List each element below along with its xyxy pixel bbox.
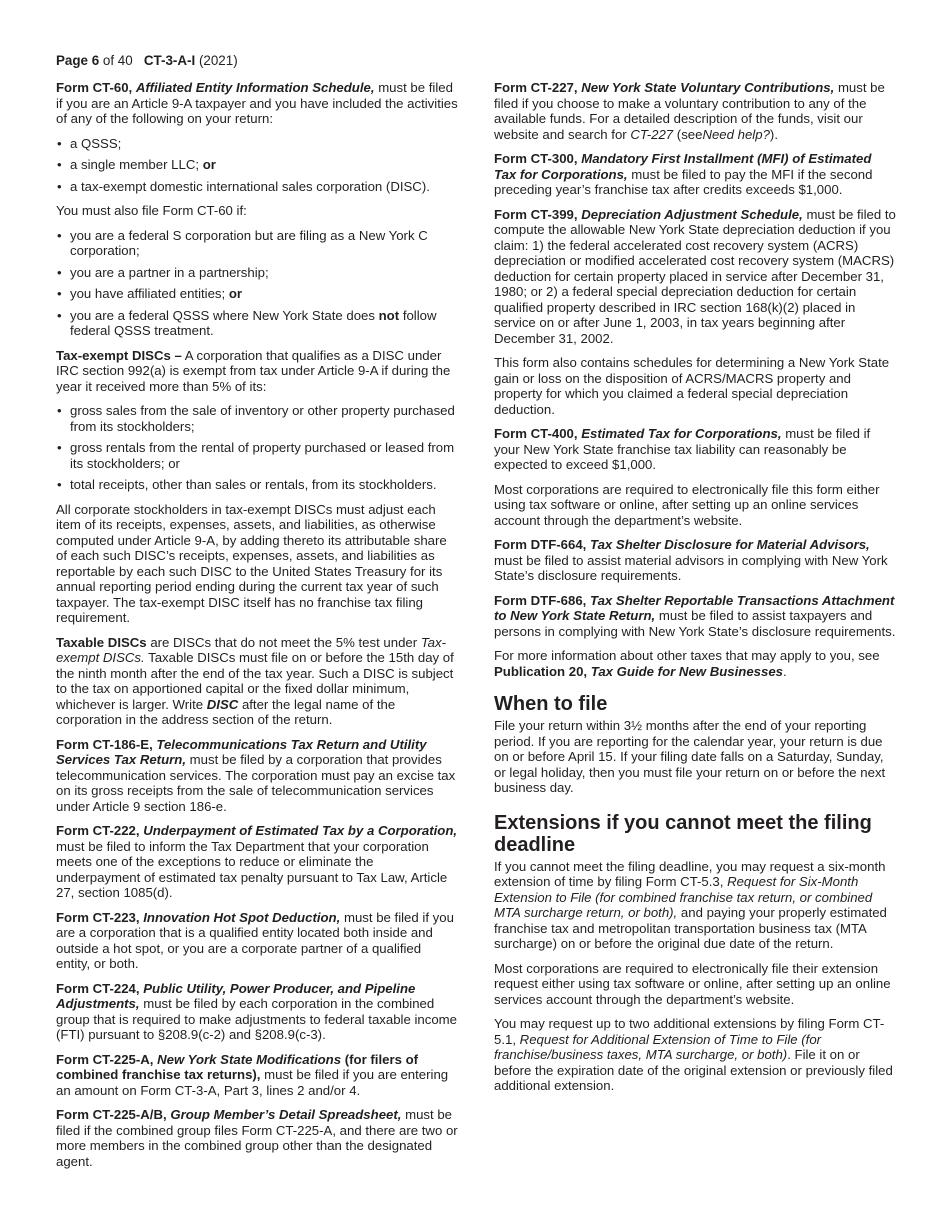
taxexempt-paragraph: Tax-exempt DISCs – A corporation that qualifies as a DISC under IRC section 992(a) is exempt from tax under Article 9-A if during the year it received more than 5% of its: — [56, 347, 451, 394]
when-to-file-heading: When to file — [494, 693, 608, 715]
ct60-list — [56, 136, 458, 195]
extension-request-paragraph: If you cannot meet the filing deadline, you may request a six-month extension of time by filing Form CT-5.3, Request for Six-Month Extension to File (for combined franchise tax return, or combined MTA surcharge return, or both), and paying your properly estimated franchise tax and metropolitan transportation business tax (MTA surcharge) on or before the original due date of the return. — [494, 858, 887, 951]
page-total: of 40 — [102, 53, 133, 68]
ct399-paragraph: Form CT-399, Depreciation Adjustment Schedule, must be filed to compute the allowable New York State depreciation deduction if you claim: 1) the federal accelerated cost recovery system (ACRS) depreciation or modified accelerated cost recovery system (MACRS) deduction for certain property placed in service after December 31, 1980; or 2) a federal special depreciation deduction for certain qualified property described in IRC section 168(k)(2) placed in service on or after June 1, 2003, in tax years beginning after December 31, 2002. — [494, 206, 896, 346]
list-item: • total receipts, other than sales or rentals, from its stockholders. — [56, 477, 458, 493]
list-item: • you have affiliated entities; or — [56, 286, 458, 302]
ct60-also-intro: You must also file Form CT-60 if: — [56, 203, 247, 218]
ct223-paragraph: Form CT-223, Innovation Hot Spot Deduction, must be filed if you are a corporation that is a qualified entity located both inside and outside a hot spot, or you are a corporate partner of a qualified entity, or both. — [56, 909, 454, 971]
right-column — [494, 80, 896, 1103]
form-year: (2021) — [198, 53, 238, 68]
taxable-paragraph: Taxable DISCs are DISCs that do not meet the 5% test under Tax-exempt DISCs. Taxable DISCs must file on or before the 15th day of the ninth month after the end of the tax year. Such a DISC is subject to the tax on apportioned capital or the fixed dollar minimum, whichever is larger. Write DISC after the legal name of the corporation in the address section of the return. — [56, 634, 454, 727]
ct225a-paragraph: Form CT-225-A, New York State Modifications (for filers of combined franchise tax returns), must be filed if you are entering an amount on Form CT-3-A, Part 3, lines 2 and/or 4. — [56, 1051, 449, 1098]
ct300-paragraph: Form CT-300, Mandatory First Installment (MFI) of Estimated Tax for Corporations, must be filed to pay the MFI if the second preceding year’s franchise tax after credits exceeds $1,000. — [494, 151, 873, 197]
ct225ab-paragraph: Form CT-225-A/B, Group Member’s Detail Spreadsheet, must be filed if the combined group files Form CT-225-A, and there are two or more members in the combined group other than the designated agent. — [56, 1107, 458, 1169]
ct224-paragraph: Form CT-224, Public Utility, Power Producer, and Pipeline Adjustments, must be filed by each corporation in the combined group that is required to make adjustments to federal taxable income (FTI) pursuant to §208.9(c-2) and §208.9(c-3). — [56, 980, 457, 1042]
list-item: • gross sales from the sale of inventory or other property purchased from its stockholders; — [56, 403, 458, 434]
page-number: Page 6 — [56, 53, 100, 68]
list-item: • gross rentals from the rental of property purchased or leased from its stockholders; or — [56, 440, 458, 471]
list-item: • a single member LLC; or — [56, 157, 458, 173]
ct227-paragraph: Form CT-227, New York State Voluntary Contributions, must be filed if you choose to make a voluntary contribution to any of the available funds. For a detailed description of the funds, visit our website and search for CT-227 (seeNeed help?). — [494, 80, 885, 142]
list-item: • you are a federal S corporation but are filing as a New York C corporation; — [56, 228, 458, 259]
dtf664-paragraph: Form DTF-664, Tax Shelter Disclosure for Material Advisors, must be filed to assist material advisors in complying with New York State’s disclosure requirements. — [494, 537, 888, 583]
extensions-heading: Extensions if you cannot meet the filing deadline — [494, 811, 872, 856]
ct60-paragraph: Form CT-60, Affiliated Entity Information Schedule, must be filed if you are an Article 9-A taxpayer and you have included the activities of any of the following on your return: — [56, 80, 458, 126]
list-item: • you are a federal QSSS where New York State does not follow federal QSSS treatment. — [56, 308, 458, 339]
when-to-file-paragraph: File your return within 3½ months after the end of your reporting period. If you are reporting for the calendar year, your return is due on or before April 15. If your filing date falls on a Saturday, Sunday, or legal holiday, then you must file your return on or before the next business day. — [494, 718, 886, 795]
taxexempt-adjust-paragraph: All corporate stockholders in tax-exempt DISCs must adjust each item of its receipts, expenses, assets, and liabilities, as otherwise computed under Article 9-A, by adding thereto its attributable share of each such DISC’s receipts, expenses, assets, and liabilities as reportable by each such DISC to the United States Treasury for its annual reporting period ending during the current tax year of such taxpayer. The tax-exempt DISC itself has no franchise tax filing requirement. — [56, 501, 447, 625]
more-info-paragraph: For more information about other taxes that may apply to you, see Publication 20, Tax Guide for New Businesses. — [494, 648, 880, 679]
ct399-schedules-paragraph: This form also contains schedules for determining a New York State gain or loss on the disposition of ACRS/MACRS property and property for which you claimed a federal special depreciation deduction. — [494, 355, 890, 417]
ct60-also-list — [56, 228, 458, 339]
form-id: CT-3-A-I — [143, 53, 196, 68]
list-item: • you are a partner in a partnership; — [56, 265, 458, 281]
list-item: • a QSSS; — [56, 136, 458, 152]
extension-efile-paragraph: Most corporations are required to electronically file their extension request either using tax software or online, after setting up an online services account through the department’s website. — [494, 960, 891, 1007]
additional-extension-paragraph: You may request up to two additional extensions by filing Form CT-5.1, Request for Additional Extension of Time to File (for franchise/business taxes, MTA surcharge, or both). File it on or before the expiration date of the original extension or previously filed additional extension. — [494, 1016, 893, 1093]
page-header — [56, 53, 238, 69]
taxexempt-list — [56, 403, 458, 493]
list-item: • a tax-exempt domestic international sales corporation (DISC). — [56, 179, 458, 195]
ct400-paragraph: Form CT-400, Estimated Tax for Corporations, must be filed if your New York State franchise tax liability can reasonably be expected to exceed $1,000. — [494, 426, 871, 472]
ct222-paragraph: Form CT-222, Underpayment of Estimated Tax by a Corporation, must be filed to inform the Tax Department that your corporation meets one of the exceptions to reduce or eliminate the underpayment of estimated tax penalty pursuant to Tax Law, Article 27, section 1085(d). — [56, 823, 458, 900]
ct186e-paragraph: Form CT-186-E, Telecommunications Tax Return and Utility Services Tax Return, must be filed by a corporation that provides telecommunication services. The corporation must pay an excise tax on its gross receipts from the sale of telecommunication services under Article 9 section 186-e. — [56, 736, 456, 814]
ct400-efile-paragraph: Most corporations are required to electronically file this form either using tax software or online, after setting up an online services account through the department’s website. — [494, 481, 880, 528]
dtf686-paragraph: Form DTF-686, Tax Shelter Reportable Transactions Attachment to New York State Return, must be filed to assist taxpayers and persons in complying with New York State’s disclosure requirements. — [494, 592, 896, 639]
left-column — [56, 80, 458, 1178]
